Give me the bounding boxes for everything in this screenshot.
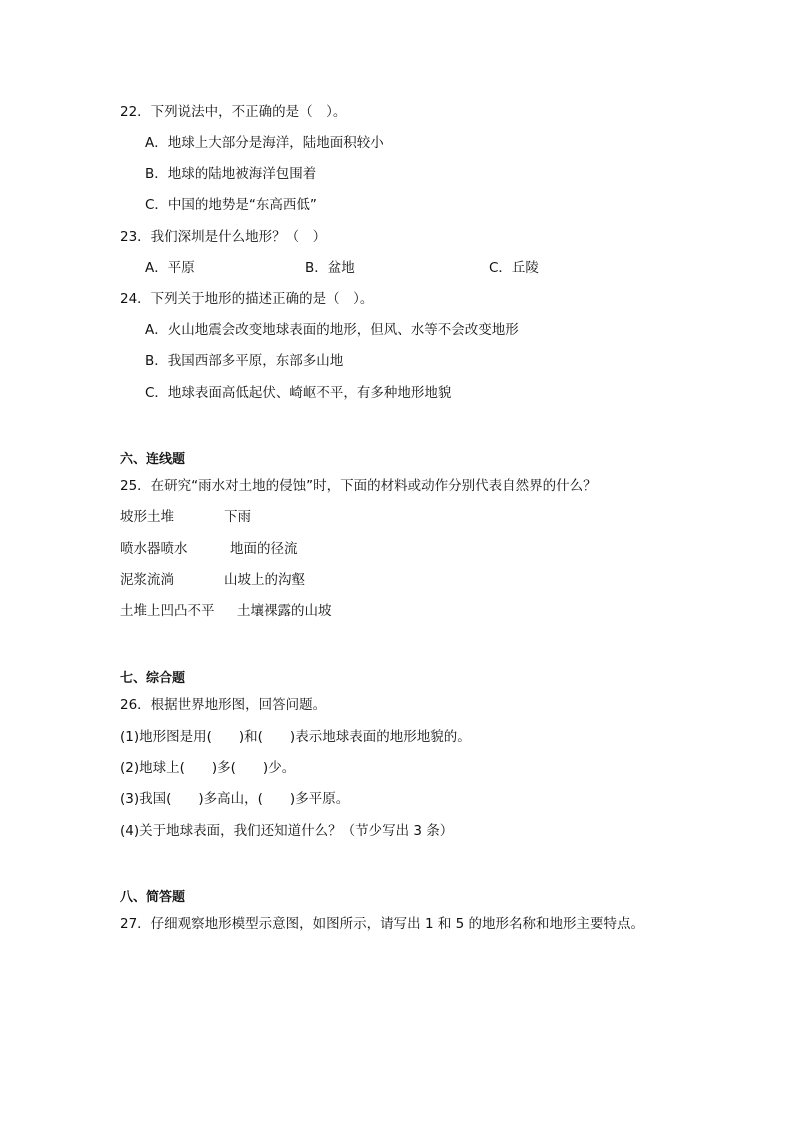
question-22-stem: 22．下列说法中，不正确的是（ ）。 xyxy=(120,104,347,120)
section-8-title: 八、简答题 xyxy=(120,890,186,905)
question-26-sub-3: (3)我国( )多高山，( )多平原。 xyxy=(120,791,350,807)
match-left-3: 泥浆流淌 xyxy=(120,572,174,588)
question-23-option-b: B．盆地 xyxy=(305,260,355,276)
match-left-1: 坡形土堆 xyxy=(120,509,174,525)
question-27-stem: 27．仔细观察地形模型示意图，如图所示，请写出 1 和 5 的地形名称和地形主要特点。 xyxy=(120,916,645,932)
question-26-sub-4: (4)关于地球表面，我们还知道什么？（节少写出 3 条） xyxy=(120,823,454,839)
question-22-option-a: A．地球上大部分是海洋，陆地面积较小 xyxy=(145,135,384,151)
question-22-option-b: B．地球的陆地被海洋包围着 xyxy=(145,166,317,182)
match-right-4: 土壤裸露的山坡 xyxy=(237,603,332,619)
match-right-3: 山坡上的沟壑 xyxy=(224,572,305,588)
question-24-option-a: A．火山地震会改变地球表面的地形，但风、水等不会改变地形 xyxy=(145,322,519,338)
section-7-title: 七、综合题 xyxy=(120,671,186,686)
question-25-stem: 25．在研究“雨水对土地的侵蚀”时，下面的材料或动作分别代表自然界的什么？ xyxy=(120,478,597,494)
match-left-4: 土堆上凹凸不平 xyxy=(120,603,215,619)
match-right-2: 地面的径流 xyxy=(230,541,298,557)
question-22-option-c: C．中国的地势是“东高西低” xyxy=(145,197,317,213)
question-26-stem: 26．根据世界地形图，回答问题。 xyxy=(120,697,327,713)
question-23-option-c: C．丘陵 xyxy=(489,260,539,276)
match-left-2: 喷水器喷水 xyxy=(120,541,188,557)
question-23-stem: 23．我们深圳是什么地形？（ ） xyxy=(120,229,327,245)
question-24-option-c: C．地球表面高低起伏、崎岖不平，有多种地形地貌 xyxy=(145,385,452,401)
question-24-option-b: B．我国西部多平原，东部多山地 xyxy=(145,353,344,369)
question-23-option-a: A．平原 xyxy=(145,260,195,276)
match-right-1: 下雨 xyxy=(224,509,251,525)
section-6-title: 六、连线题 xyxy=(120,452,186,467)
question-24-stem: 24．下列关于地形的描述正确的是（ ）。 xyxy=(120,291,374,307)
question-26-sub-2: (2)地球上( )多( )少。 xyxy=(120,760,296,776)
question-26-sub-1: (1)地形图是用( )和( )表示地球表面的地形地貌的。 xyxy=(120,729,471,745)
